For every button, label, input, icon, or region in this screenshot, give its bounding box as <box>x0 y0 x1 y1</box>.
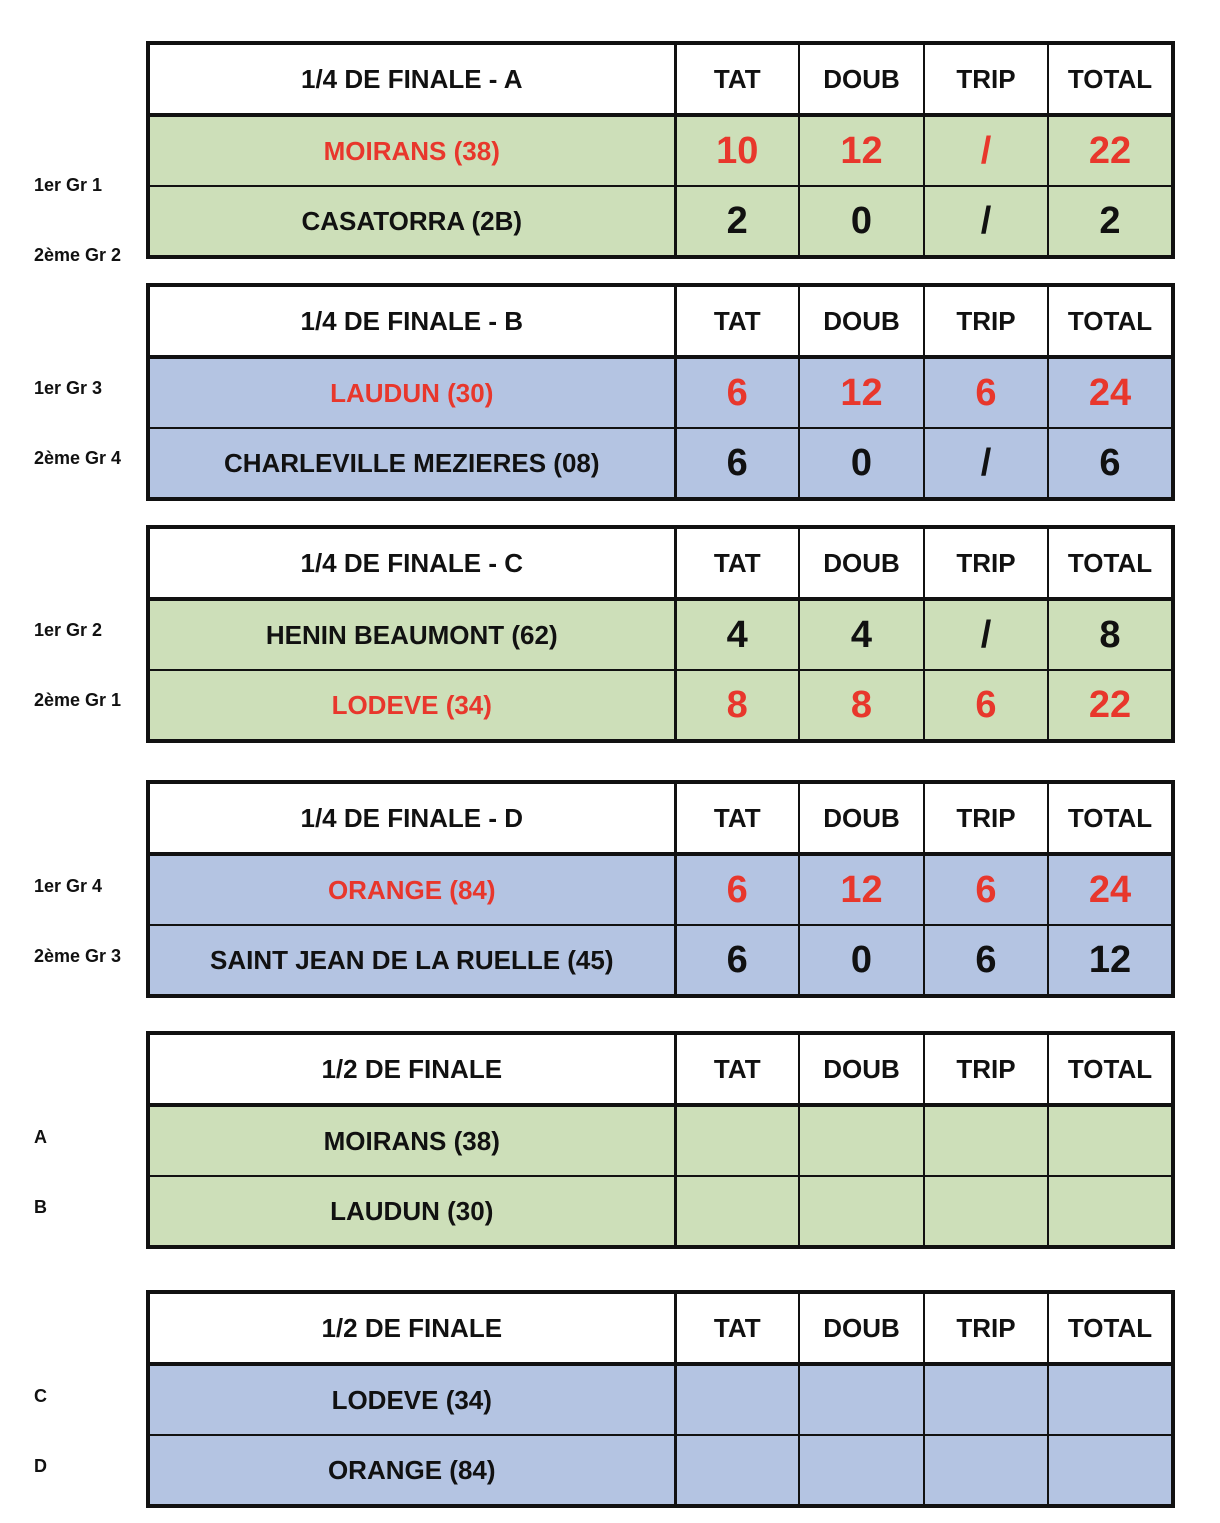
table-row <box>148 599 1173 670</box>
table-header-row <box>148 782 1173 854</box>
column-header-tat: TAT <box>675 285 799 357</box>
table-header-row <box>148 1033 1173 1105</box>
score-table <box>146 283 1175 501</box>
team-name: ORANGE (84) <box>148 854 675 925</box>
score-table <box>146 1031 1175 1249</box>
team-name: MOIRANS (38) <box>148 115 675 186</box>
match-block-quarter-d <box>0 780 1220 990</box>
team-name: SAINT JEAN DE LA RUELLE (45) <box>148 925 675 996</box>
column-header-tat: TAT <box>675 43 799 115</box>
team-name: LAUDUN (30) <box>148 357 675 428</box>
score-table <box>146 41 1175 259</box>
team-name: HENIN BEAUMONT (62) <box>148 599 675 670</box>
score-doub <box>799 1105 924 1176</box>
score-total: 12 <box>1048 925 1173 996</box>
score-trip: 6 <box>924 854 1048 925</box>
row-label: 2ème Gr 1 <box>34 690 122 710</box>
score-tat: 6 <box>675 428 799 499</box>
score-tat: 6 <box>675 925 799 996</box>
score-doub: 0 <box>799 428 924 499</box>
match-title: 1/4 DE FINALE - B <box>148 285 675 357</box>
team-name: CASATORRA (2B) <box>148 186 675 257</box>
column-header-trip: TRIP <box>924 527 1048 599</box>
table-row <box>148 1364 1173 1435</box>
match-title: 1/4 DE FINALE - D <box>148 782 675 854</box>
score-trip: / <box>924 428 1048 499</box>
match-title: 1/2 DE FINALE <box>148 1033 675 1105</box>
row-label: 2ème Gr 3 <box>34 946 122 966</box>
team-name: LAUDUN (30) <box>148 1176 675 1247</box>
score-total <box>1048 1176 1173 1247</box>
table-row <box>148 925 1173 996</box>
score-table <box>146 1290 1175 1508</box>
score-trip: / <box>924 115 1048 186</box>
row-label: 1er Gr 2 <box>34 620 103 640</box>
table-row <box>148 186 1173 257</box>
score-tat <box>675 1364 799 1435</box>
match-block-quarter-b <box>0 283 1220 493</box>
column-header-trip: TRIP <box>924 43 1048 115</box>
column-header-total: TOTAL <box>1048 1033 1173 1105</box>
score-doub <box>799 1176 924 1247</box>
row-label: B <box>34 1197 47 1217</box>
score-tat: 6 <box>675 357 799 428</box>
score-doub: 0 <box>799 186 924 257</box>
column-header-doub: DOUB <box>799 1292 924 1364</box>
table-row <box>148 1176 1173 1247</box>
match-block-quarter-a <box>0 41 1220 265</box>
column-header-total: TOTAL <box>1048 1292 1173 1364</box>
score-trip <box>924 1364 1048 1435</box>
column-header-trip: TRIP <box>924 782 1048 854</box>
column-header-doub: DOUB <box>799 43 924 115</box>
team-name: ORANGE (84) <box>148 1435 675 1506</box>
score-total: 8 <box>1048 599 1173 670</box>
column-header-tat: TAT <box>675 1292 799 1364</box>
score-total <box>1048 1105 1173 1176</box>
score-table <box>146 780 1175 998</box>
match-title: 1/2 DE FINALE <box>148 1292 675 1364</box>
score-total: 22 <box>1048 670 1173 741</box>
row-label: 1er Gr 4 <box>34 876 103 896</box>
row-label: A <box>34 1127 47 1147</box>
table-row <box>148 357 1173 428</box>
score-total <box>1048 1435 1173 1506</box>
match-block-quarter-c <box>0 525 1220 735</box>
column-header-total: TOTAL <box>1048 527 1173 599</box>
score-total: 22 <box>1048 115 1173 186</box>
column-header-total: TOTAL <box>1048 285 1173 357</box>
row-label: 2ème Gr 4 <box>34 448 122 468</box>
table-row <box>148 428 1173 499</box>
score-trip: 6 <box>924 670 1048 741</box>
column-header-doub: DOUB <box>799 285 924 357</box>
table-row <box>148 854 1173 925</box>
table-header-row <box>148 285 1173 357</box>
column-header-doub: DOUB <box>799 1033 924 1105</box>
team-name: LODEVE (34) <box>148 670 675 741</box>
column-header-tat: TAT <box>675 1033 799 1105</box>
row-label: 1er Gr 1 <box>34 175 103 195</box>
row-label: 1er Gr 3 <box>34 378 103 398</box>
score-table <box>146 525 1175 743</box>
score-doub: 0 <box>799 925 924 996</box>
table-row <box>148 1435 1173 1506</box>
match-title: 1/4 DE FINALE - A <box>148 43 675 115</box>
row-label: 2ème Gr 2 <box>34 245 122 265</box>
score-trip: 6 <box>924 925 1048 996</box>
column-header-doub: DOUB <box>799 527 924 599</box>
table-row <box>148 115 1173 186</box>
score-tat <box>675 1176 799 1247</box>
column-header-doub: DOUB <box>799 782 924 854</box>
team-name: LODEVE (34) <box>148 1364 675 1435</box>
score-doub: 12 <box>799 357 924 428</box>
match-block-semi-2 <box>0 1290 1220 1500</box>
score-doub <box>799 1435 924 1506</box>
score-trip: / <box>924 186 1048 257</box>
column-header-trip: TRIP <box>924 285 1048 357</box>
score-tat <box>675 1105 799 1176</box>
table-row <box>148 1105 1173 1176</box>
column-header-total: TOTAL <box>1048 43 1173 115</box>
score-doub: 12 <box>799 115 924 186</box>
score-tat: 4 <box>675 599 799 670</box>
score-tat: 6 <box>675 854 799 925</box>
score-total: 24 <box>1048 854 1173 925</box>
score-tat: 2 <box>675 186 799 257</box>
score-trip <box>924 1176 1048 1247</box>
table-header-row <box>148 1292 1173 1364</box>
score-tat <box>675 1435 799 1506</box>
score-trip: / <box>924 599 1048 670</box>
score-trip: 6 <box>924 357 1048 428</box>
column-header-tat: TAT <box>675 782 799 854</box>
table-row <box>148 670 1173 741</box>
row-label: D <box>34 1456 47 1476</box>
score-total <box>1048 1364 1173 1435</box>
score-total: 24 <box>1048 357 1173 428</box>
score-total: 2 <box>1048 186 1173 257</box>
column-header-trip: TRIP <box>924 1033 1048 1105</box>
team-name: MOIRANS (38) <box>148 1105 675 1176</box>
score-doub: 12 <box>799 854 924 925</box>
team-name: CHARLEVILLE MEZIERES (08) <box>148 428 675 499</box>
column-header-tat: TAT <box>675 527 799 599</box>
score-doub: 4 <box>799 599 924 670</box>
score-doub: 8 <box>799 670 924 741</box>
table-header-row <box>148 43 1173 115</box>
score-doub <box>799 1364 924 1435</box>
column-header-trip: TRIP <box>924 1292 1048 1364</box>
score-total: 6 <box>1048 428 1173 499</box>
table-header-row <box>148 527 1173 599</box>
match-block-semi-1 <box>0 1031 1220 1241</box>
score-tat: 10 <box>675 115 799 186</box>
score-trip <box>924 1105 1048 1176</box>
match-title: 1/4 DE FINALE - C <box>148 527 675 599</box>
score-trip <box>924 1435 1048 1506</box>
column-header-total: TOTAL <box>1048 782 1173 854</box>
score-tat: 8 <box>675 670 799 741</box>
row-label: C <box>34 1386 47 1406</box>
